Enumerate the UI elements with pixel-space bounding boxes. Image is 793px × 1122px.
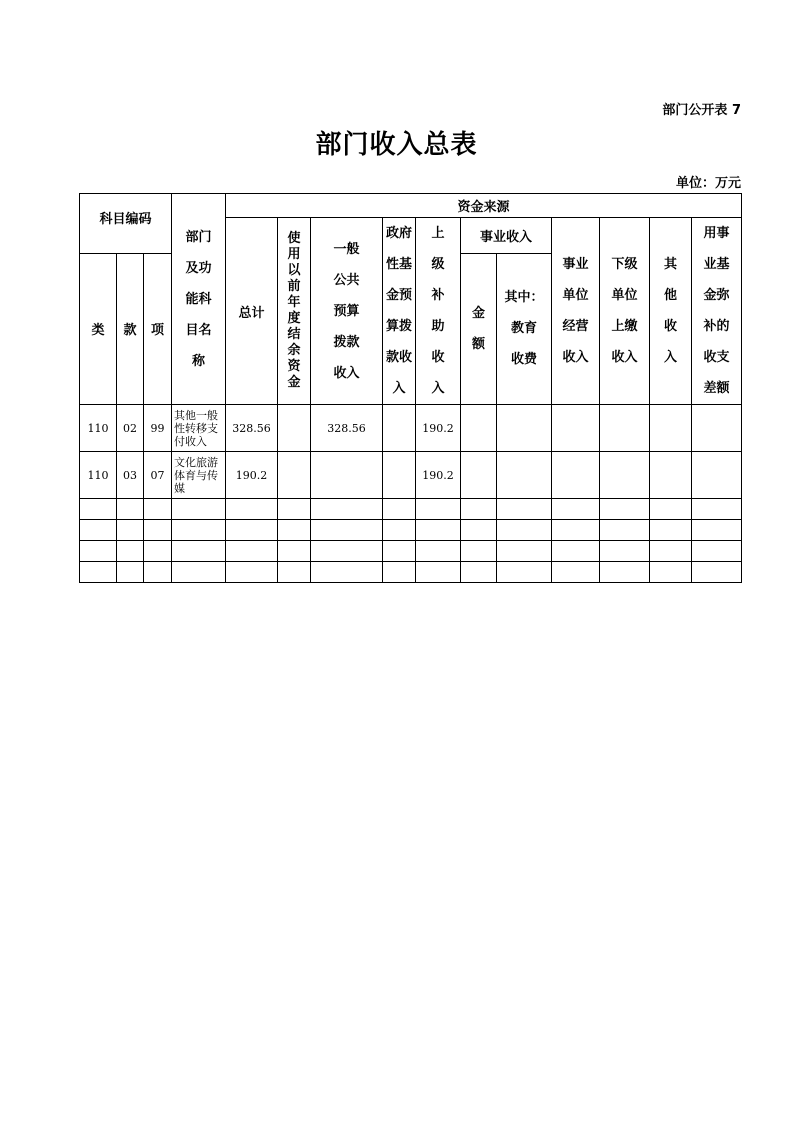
cell-xiang: 07 — [144, 452, 172, 499]
header-business-income: 事业收入 — [461, 218, 552, 254]
cell-other — [650, 452, 692, 499]
cell-xiang: 99 — [144, 405, 172, 452]
cell-deficit — [692, 452, 742, 499]
cell-deficit — [692, 405, 742, 452]
cell-total: 328.56 — [226, 405, 278, 452]
header-kuan: 款 — [117, 253, 144, 404]
header-xiang: 项 — [144, 253, 172, 404]
cell-total: 190.2 — [226, 452, 278, 499]
header-lei: 类 — [80, 253, 117, 404]
header-edu-fee: 其中： 教育 收费 — [497, 253, 552, 404]
cell-gov — [383, 405, 416, 452]
header-subject-code: 科目编码 — [80, 194, 172, 254]
cell-oper — [552, 452, 600, 499]
header-amount: 金 额 — [461, 253, 497, 404]
cell-general — [311, 452, 383, 499]
header-total: 总计 — [226, 218, 278, 405]
cell-kuan: 02 — [117, 405, 144, 452]
header-gov-fund: 政府 性基 金预 算拨 款收 入 — [383, 218, 416, 405]
header-upper-subsidy: 上 级 补 助 收 入 — [416, 218, 461, 405]
cell-lower — [600, 452, 650, 499]
table-row — [80, 405, 742, 452]
cell-lei: 110 — [80, 405, 117, 452]
header-fund-deficit: 用事 业基 金弥 补的 收支 差额 — [692, 218, 742, 405]
form-number: 部门公开表 7 — [662, 103, 741, 118]
cell-other — [650, 405, 692, 452]
cell-edu — [497, 405, 552, 452]
cell-upper: 190.2 — [416, 452, 461, 499]
cell-prior — [278, 405, 311, 452]
cell-general: 328.56 — [311, 405, 383, 452]
unit-label: 单位：万元 — [675, 176, 741, 191]
cell-oper — [552, 405, 600, 452]
page-title: 部门收入总表 — [315, 130, 478, 160]
cell-lei: 110 — [80, 452, 117, 499]
table-row — [80, 452, 742, 499]
cell-name: 文化旅游体育与传媒 — [172, 452, 226, 499]
income-summary-table — [79, 193, 742, 583]
cell-lower — [600, 405, 650, 452]
header-operating-income: 事业 单位 经营 收入 — [552, 218, 600, 405]
header-prior-year: 使用以前年度结余资金 — [278, 218, 311, 405]
empty-row — [80, 541, 742, 562]
cell-amount — [461, 405, 497, 452]
empty-row — [80, 499, 742, 520]
cell-upper: 190.2 — [416, 405, 461, 452]
cell-name: 其他一般性转移支付收入 — [172, 405, 226, 452]
cell-gov — [383, 452, 416, 499]
cell-kuan: 03 — [117, 452, 144, 499]
empty-row — [80, 520, 742, 541]
cell-edu — [497, 452, 552, 499]
cell-amount — [461, 452, 497, 499]
header-lower-unit: 下级 单位 上缴 收入 — [600, 218, 650, 405]
header-dept-function: 部门 及功 能科 目名 称 — [172, 194, 226, 405]
header-other-income: 其 他 收 入 — [650, 218, 692, 405]
cell-prior — [278, 452, 311, 499]
header-fund-source: 资金来源 — [226, 194, 742, 218]
empty-row — [80, 562, 742, 583]
header-general-public: 一般 公共 预算 拨款 收入 — [311, 218, 383, 405]
